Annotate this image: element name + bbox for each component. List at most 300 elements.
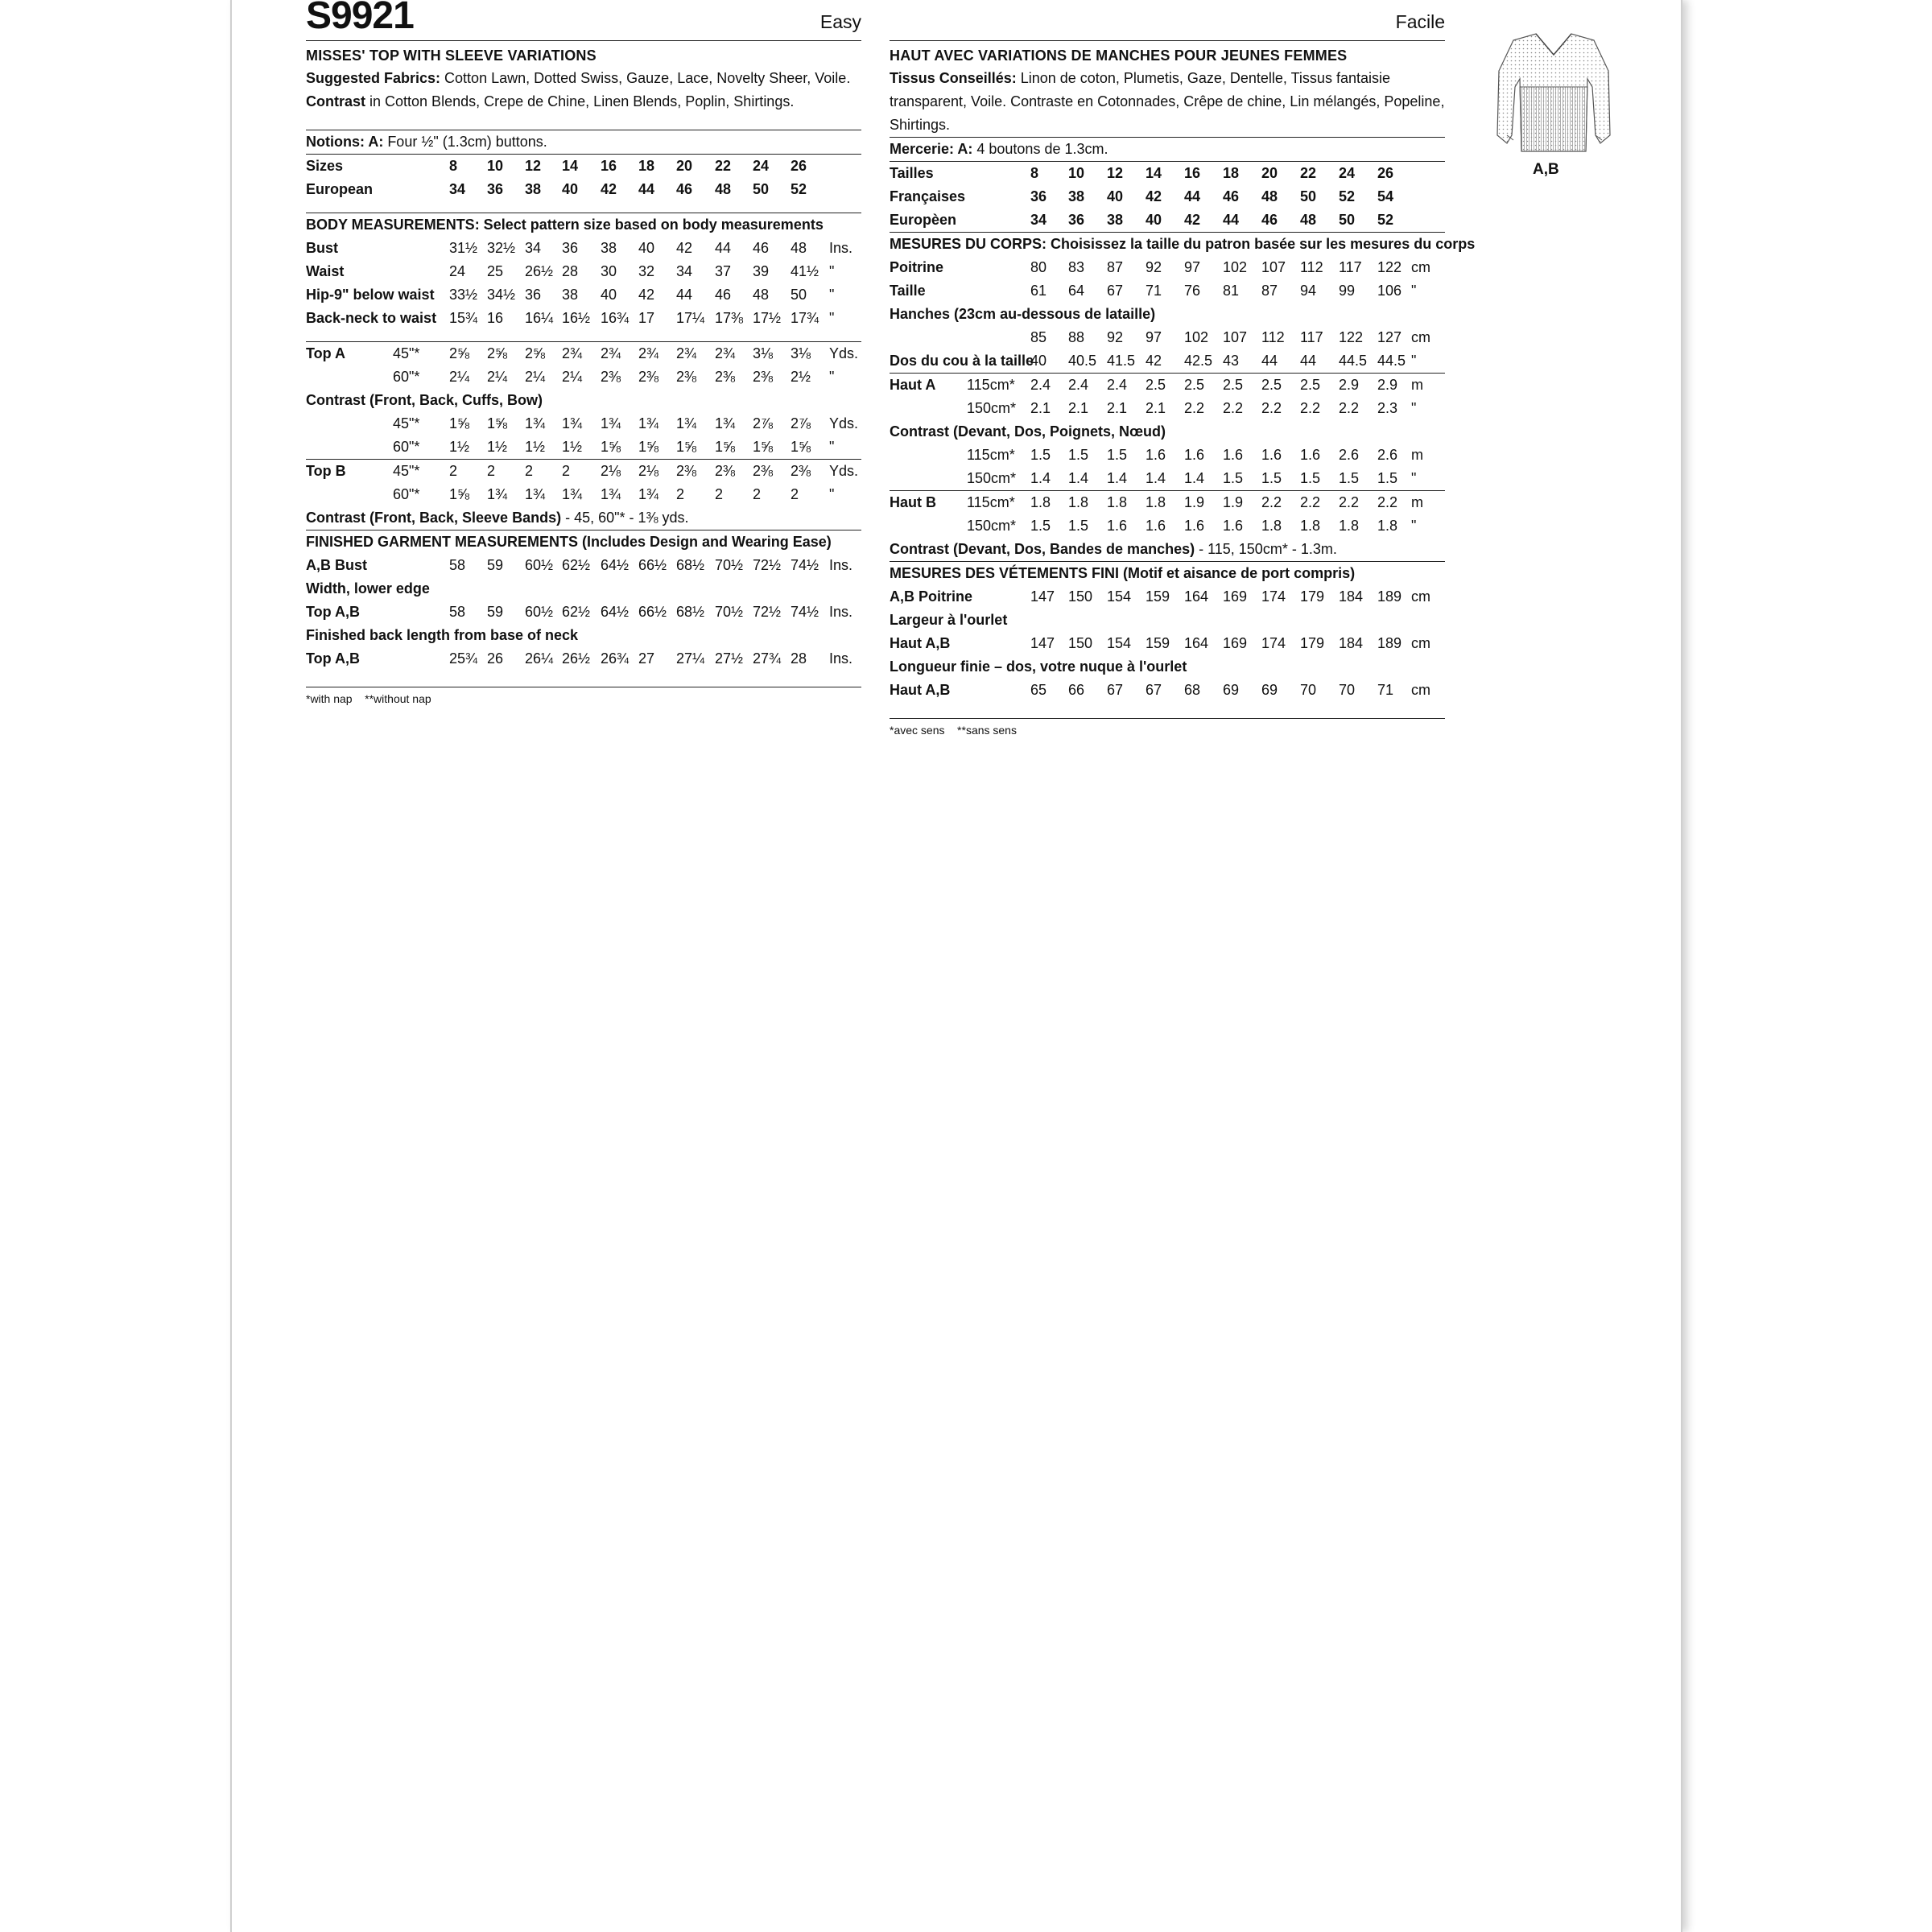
cell-value: 30	[601, 263, 617, 279]
cell-value: 38	[562, 287, 579, 303]
cell-value: 20	[676, 158, 693, 174]
measurement-row	[306, 307, 861, 330]
row-label: Top A,B	[306, 650, 360, 667]
cell-value: 16¾	[601, 310, 630, 326]
cell-value: 28	[791, 650, 807, 667]
cell-value: 2	[525, 463, 534, 479]
cell-value: 48	[753, 287, 770, 303]
cell-value: 69	[1261, 682, 1278, 698]
cell-value: 1.5	[1068, 447, 1089, 463]
cell-value: 43	[1223, 353, 1240, 369]
cell-value: 2.5	[1184, 377, 1205, 393]
yardage-row	[306, 412, 861, 436]
cell-value: 18	[638, 158, 655, 174]
cell-value: 34½	[487, 287, 516, 303]
yardage-row	[890, 420, 1445, 444]
cell-value: 52	[1339, 188, 1356, 204]
cell-value: 36	[1030, 188, 1047, 204]
european-sizes-row	[890, 208, 1445, 232]
cell-value: 2.2	[1261, 494, 1282, 510]
cell-value: 169	[1223, 635, 1248, 651]
cell-value: 25	[487, 263, 504, 279]
cell-value: 68½	[676, 604, 705, 620]
cell-value: 1¾	[715, 415, 736, 431]
cell-value: 36	[487, 181, 504, 197]
cell-value: 48	[791, 240, 807, 256]
row-label: Haut A,B	[890, 635, 951, 651]
cell-value: 1½	[525, 439, 546, 455]
cell-value: 127	[1377, 329, 1402, 345]
cell-value: 2⅝	[449, 345, 470, 361]
cell-value: 189	[1377, 588, 1402, 605]
cell-value: 17⅜	[715, 310, 744, 326]
cell-value: 42.5	[1184, 353, 1213, 369]
finished-row	[890, 655, 1445, 679]
cell-value: 20	[1261, 165, 1278, 181]
row-label: Hip-9" below waist	[306, 287, 435, 303]
cell-value: 2.1	[1146, 400, 1166, 416]
cell-value: 17¼	[676, 310, 705, 326]
cell-value: 2.4	[1107, 377, 1128, 393]
unit: cm	[1411, 635, 1430, 651]
row-label: Contrast (Front, Back, Cuffs, Bow)	[306, 392, 543, 408]
cell-value: 102	[1184, 329, 1209, 345]
cell-value: 2¾	[638, 345, 659, 361]
cell-value: 1⅝	[715, 439, 736, 455]
cell-value: 2.6	[1339, 447, 1360, 463]
cell-value: 1.6	[1300, 447, 1321, 463]
header	[306, 0, 861, 40]
cell-value: 2⅜	[676, 463, 697, 479]
cell-value: 16	[601, 158, 617, 174]
contrast-bands: Contrast (Devant, Dos, Bandes de manches) - 115, 150cm* - 1.3m.	[890, 541, 1337, 557]
row-label: Sizes	[306, 158, 344, 174]
unit: Ins.	[829, 240, 853, 256]
cell-value: 2⅜	[753, 369, 774, 385]
cell-value: 34	[449, 181, 466, 197]
measurement-row	[890, 303, 1445, 326]
fabric-width: 45"*	[393, 415, 420, 431]
cell-value: 1½	[487, 439, 508, 455]
cell-value: 1¾	[525, 486, 546, 502]
unit: Yds.	[829, 345, 859, 361]
cell-value: 71	[1377, 682, 1394, 698]
unit: cm	[1411, 259, 1430, 275]
cell-value: 34	[1030, 212, 1047, 228]
cell-value: 46	[1261, 212, 1278, 228]
row-label: Contrast (Devant, Dos, Poignets, Nœud)	[890, 423, 1166, 440]
unit: "	[829, 310, 835, 326]
cell-value: 44	[1223, 212, 1240, 228]
cell-value: 44	[715, 240, 732, 256]
fabric-width: 115cm*	[967, 447, 1015, 463]
contrast-bands: Contrast (Front, Back, Sleeve Bands) - 45, 60"* - 1⅜ yds.	[306, 510, 689, 526]
cell-value: 64½	[601, 604, 630, 620]
cell-value: 58	[449, 604, 466, 620]
cell-value: 16¼	[525, 310, 554, 326]
cell-value: 36	[562, 240, 579, 256]
cell-value: 64	[1068, 283, 1085, 299]
yardage-row	[890, 491, 1445, 514]
sizes-row	[890, 162, 1445, 185]
cell-value: 72½	[753, 557, 782, 573]
cell-value: 1.9	[1223, 494, 1244, 510]
row-label: Dos du cou à la taille	[890, 353, 1034, 369]
cell-value: 2	[791, 486, 799, 502]
cell-value: 36	[525, 287, 542, 303]
row-label: Hanches (23cm au-dessous de lataille)	[890, 306, 1156, 322]
yardage-row	[306, 460, 861, 483]
row-label: Width, lower edge	[306, 580, 430, 597]
cell-value: 2.1	[1107, 400, 1128, 416]
fabric-width: 115cm*	[967, 494, 1015, 510]
cell-value: 2.9	[1377, 377, 1398, 393]
cell-value: 1⅝	[449, 415, 470, 431]
cell-value: 2¾	[715, 345, 736, 361]
cell-value: 42	[1146, 353, 1162, 369]
cell-value: 1¾	[562, 486, 583, 502]
cell-value: 26¼	[525, 650, 554, 667]
cell-value: 2.1	[1068, 400, 1089, 416]
french-sizes-row	[890, 185, 1445, 208]
row-label: Top A,B	[306, 604, 360, 620]
cell-value: 52	[1377, 212, 1394, 228]
cell-value: 1.8	[1377, 518, 1398, 534]
cell-value: 26½	[525, 263, 554, 279]
cell-value: 3⅛	[791, 345, 811, 361]
cell-value: 38	[601, 240, 617, 256]
finished-row	[306, 601, 861, 624]
cell-value: 32	[638, 263, 655, 279]
cell-value: 2	[676, 486, 685, 502]
unit: "	[829, 287, 835, 303]
row-label: Europèen	[890, 212, 957, 228]
cell-value: 37	[715, 263, 732, 279]
cell-value: 2.5	[1223, 377, 1244, 393]
cell-value: 76	[1184, 283, 1201, 299]
cell-value: 102	[1223, 259, 1248, 275]
cell-value: 24	[753, 158, 770, 174]
cell-value: 36	[1068, 212, 1085, 228]
cell-value: 42	[1184, 212, 1201, 228]
cell-value: 1⅝	[449, 486, 470, 502]
finished-heading: FINISHED GARMENT MEASUREMENTS (Includes Design and Wearing Ease)	[306, 534, 832, 550]
cell-value: 66½	[638, 604, 667, 620]
cell-value: 2.4	[1030, 377, 1051, 393]
row-label: Haut A	[890, 377, 936, 393]
cell-value: 41½	[791, 263, 819, 279]
cell-value: 2.2	[1261, 400, 1282, 416]
cell-value: 2¾	[676, 345, 697, 361]
cell-value: 87	[1107, 259, 1124, 275]
cell-value: 1.6	[1184, 518, 1205, 534]
header	[890, 0, 1445, 40]
cell-value: 2¼	[487, 369, 508, 385]
yardage-row	[306, 483, 861, 506]
row-label: Largeur à l'ourlet	[890, 612, 1008, 628]
cell-value: 1.5	[1300, 470, 1321, 486]
unit: "	[829, 486, 835, 502]
cell-value: 61	[1030, 283, 1047, 299]
unit: Yds.	[829, 415, 859, 431]
cell-value: 159	[1146, 588, 1170, 605]
notions: Mercerie: A: 4 boutons de 1.3cm.	[890, 141, 1108, 157]
cell-value: 15¾	[449, 310, 478, 326]
cell-value: 1½	[562, 439, 583, 455]
unit: "	[829, 439, 835, 455]
unit: "	[829, 369, 835, 385]
cell-value: 40	[601, 287, 617, 303]
yardage-row	[306, 436, 861, 459]
cell-value: 2.3	[1377, 400, 1398, 416]
cell-value: 67	[1107, 283, 1124, 299]
cell-value: 66	[1068, 682, 1085, 698]
cell-value: 92	[1146, 259, 1162, 275]
pattern-title: MISSES' TOP WITH SLEEVE VARIATIONS	[306, 47, 597, 64]
cell-value: 18	[1223, 165, 1240, 181]
cell-value: 97	[1146, 329, 1162, 345]
cell-value: 31½	[449, 240, 478, 256]
cell-value: 1.4	[1107, 470, 1128, 486]
yardage-row	[890, 467, 1445, 490]
cell-value: 122	[1339, 329, 1364, 345]
fabric-width: 60"*	[393, 486, 420, 502]
finished-row	[306, 554, 861, 577]
cell-value: 154	[1107, 635, 1132, 651]
cell-value: 164	[1184, 635, 1209, 651]
fabric-width: 150cm*	[967, 400, 1017, 416]
cell-value: 1.4	[1146, 470, 1166, 486]
cell-value: 2⅝	[525, 345, 546, 361]
cell-value: 107	[1261, 259, 1286, 275]
cell-value: 2¾	[562, 345, 583, 361]
fabric-width: 60"*	[393, 369, 420, 385]
blouse-illustration-icon	[1489, 23, 1618, 184]
cell-value: 117	[1339, 259, 1362, 275]
row-label: Waist	[306, 263, 345, 279]
cell-value: 28	[562, 263, 579, 279]
cell-value: 97	[1184, 259, 1201, 275]
finished-row	[890, 679, 1445, 702]
cell-value: 44	[676, 287, 693, 303]
unit: "	[1411, 283, 1417, 299]
unit: m	[1411, 377, 1423, 393]
cell-value: 83	[1068, 259, 1085, 275]
cell-value: 1.5	[1339, 470, 1360, 486]
cell-value: 50	[753, 181, 770, 197]
cell-value: 1⅝	[601, 439, 621, 455]
cell-value: 1.8	[1146, 494, 1166, 510]
cell-value: 41.5	[1107, 353, 1136, 369]
cell-value: 106	[1377, 283, 1402, 299]
cell-value: 92	[1107, 329, 1124, 345]
cell-value: 44	[1261, 353, 1278, 369]
cell-value: 65	[1030, 682, 1047, 698]
cell-value: 22	[1300, 165, 1317, 181]
cell-value: 40	[1030, 353, 1047, 369]
measurement-row	[306, 260, 861, 283]
cell-value: 52	[791, 181, 807, 197]
cell-value: 2.5	[1261, 377, 1282, 393]
row-label: Bust	[306, 240, 338, 256]
cell-value: 1.8	[1030, 494, 1051, 510]
cell-value: 1¾	[638, 415, 659, 431]
cell-value: 27¾	[753, 650, 782, 667]
cell-value: 42	[676, 240, 693, 256]
cell-value: 44	[1184, 188, 1201, 204]
cell-value: 2¼	[525, 369, 546, 385]
cell-value: 2.4	[1068, 377, 1089, 393]
cell-value: 17½	[753, 310, 782, 326]
finished-row	[890, 609, 1445, 632]
cell-value: 34	[676, 263, 693, 279]
cell-value: 46	[715, 287, 732, 303]
yardage-row	[890, 397, 1445, 420]
row-label: European	[306, 181, 374, 197]
cell-value: 59	[487, 557, 504, 573]
cell-value: 8	[1030, 165, 1039, 181]
english-column	[306, 0, 861, 707]
yardage-row	[306, 365, 861, 389]
cell-value: 2.2	[1184, 400, 1205, 416]
cell-value: 112	[1300, 259, 1323, 275]
body-measurements-heading: BODY MEASUREMENTS: Select pattern size based on body measurements	[306, 217, 824, 233]
cell-value: 16½	[562, 310, 591, 326]
cell-value: 50	[1300, 188, 1317, 204]
cell-value: 2½	[791, 369, 811, 385]
cell-value: 1.6	[1184, 447, 1205, 463]
measurement-row	[890, 279, 1445, 303]
cell-value: 67	[1146, 682, 1162, 698]
cell-value: 3⅛	[753, 345, 774, 361]
cell-value: 70	[1300, 682, 1317, 698]
cell-value: 60½	[525, 604, 554, 620]
cell-value: 1.6	[1261, 447, 1282, 463]
finished-row	[306, 647, 861, 671]
cell-value: 122	[1377, 259, 1402, 275]
measurement-row	[306, 283, 861, 307]
cell-value: 72½	[753, 604, 782, 620]
cell-value: 38	[1107, 212, 1124, 228]
cell-value: 40	[1107, 188, 1124, 204]
cell-value: 68	[1184, 682, 1201, 698]
cell-value: 27¼	[676, 650, 705, 667]
cell-value: 42	[601, 181, 617, 197]
cell-value: 74½	[791, 557, 819, 573]
fabric-width: 60"*	[393, 439, 420, 455]
cell-value: 2⅜	[715, 463, 736, 479]
unit: Yds.	[829, 463, 859, 479]
row-label: Tailles	[890, 165, 934, 181]
cell-value: 1⅝	[638, 439, 659, 455]
cell-value: 1¾	[638, 486, 659, 502]
cell-value: 80	[1030, 259, 1047, 275]
cell-value: 112	[1261, 329, 1285, 345]
cell-value: 34	[525, 240, 542, 256]
cell-value: 26¾	[601, 650, 630, 667]
unit: Ins.	[829, 650, 853, 667]
cell-value: 1.6	[1223, 518, 1244, 534]
cell-value: 44.5	[1377, 353, 1406, 369]
cell-value: 2	[449, 463, 458, 479]
cell-value: 1.9	[1184, 494, 1205, 510]
cell-value: 179	[1300, 635, 1325, 651]
cell-value: 2.9	[1339, 377, 1360, 393]
cell-value: 1⅝	[791, 439, 811, 455]
view-label: A,B	[1533, 161, 1559, 178]
cell-value: 22	[715, 158, 732, 174]
cell-value: 1.5	[1261, 470, 1282, 486]
cell-value: 1.6	[1146, 447, 1166, 463]
fabric-width: 150cm*	[967, 470, 1017, 486]
finished-row	[890, 632, 1445, 655]
unit: m	[1411, 447, 1423, 463]
cell-value: 2⅜	[753, 463, 774, 479]
cell-value: 46	[676, 181, 693, 197]
measurement-row	[890, 256, 1445, 279]
cell-value: 169	[1223, 588, 1248, 605]
cell-value: 117	[1300, 329, 1323, 345]
difficulty-level: Easy	[819, 11, 861, 32]
cell-value: 1¾	[525, 415, 546, 431]
cell-value: 48	[715, 181, 732, 197]
cell-value: 1.5	[1030, 518, 1051, 534]
cell-value: 94	[1300, 283, 1317, 299]
difficulty-level: Facile	[1395, 11, 1445, 32]
cell-value: 164	[1184, 588, 1209, 605]
cell-value: 12	[1107, 165, 1124, 181]
unit: "	[1411, 518, 1417, 534]
cell-value: 184	[1339, 588, 1364, 605]
cell-value: 40	[1146, 212, 1162, 228]
cell-value: 1⅝	[487, 415, 508, 431]
finished-row	[890, 585, 1445, 609]
footnote: *avec sens **sans sens	[890, 724, 1017, 737]
cell-value: 150	[1068, 635, 1093, 651]
cell-value: 2.2	[1377, 494, 1398, 510]
cell-value: 69	[1223, 682, 1240, 698]
unit: "	[829, 263, 835, 279]
cell-value: 70½	[715, 557, 744, 573]
cell-value: 50	[1339, 212, 1356, 228]
cell-value: 40	[562, 181, 579, 197]
cell-value: 26	[1377, 165, 1394, 181]
cell-value: 174	[1261, 635, 1286, 651]
cell-value: 38	[1068, 188, 1085, 204]
row-label: Finished back length from base of neck	[306, 627, 579, 643]
cell-value: 32½	[487, 240, 516, 256]
row-label: Poitrine	[890, 259, 944, 275]
cell-value: 1.5	[1068, 518, 1089, 534]
cell-value: 2¾	[601, 345, 621, 361]
pattern-code: S9921	[306, 0, 414, 37]
cell-value: 25¾	[449, 650, 478, 667]
cell-value: 184	[1339, 635, 1364, 651]
cell-value: 68½	[676, 557, 705, 573]
cell-value: 85	[1030, 329, 1047, 345]
cell-value: 150	[1068, 588, 1093, 605]
cell-value: 88	[1068, 329, 1085, 345]
cell-value: 1¾	[562, 415, 583, 431]
cell-value: 1¾	[601, 486, 621, 502]
cell-value: 147	[1030, 588, 1055, 605]
cell-value: 2	[562, 463, 571, 479]
cell-value: 1¾	[601, 415, 621, 431]
cell-value: 62½	[562, 557, 591, 573]
unit: Ins.	[829, 557, 853, 573]
cell-value: 40	[638, 240, 655, 256]
cell-value: 1¾	[487, 486, 508, 502]
